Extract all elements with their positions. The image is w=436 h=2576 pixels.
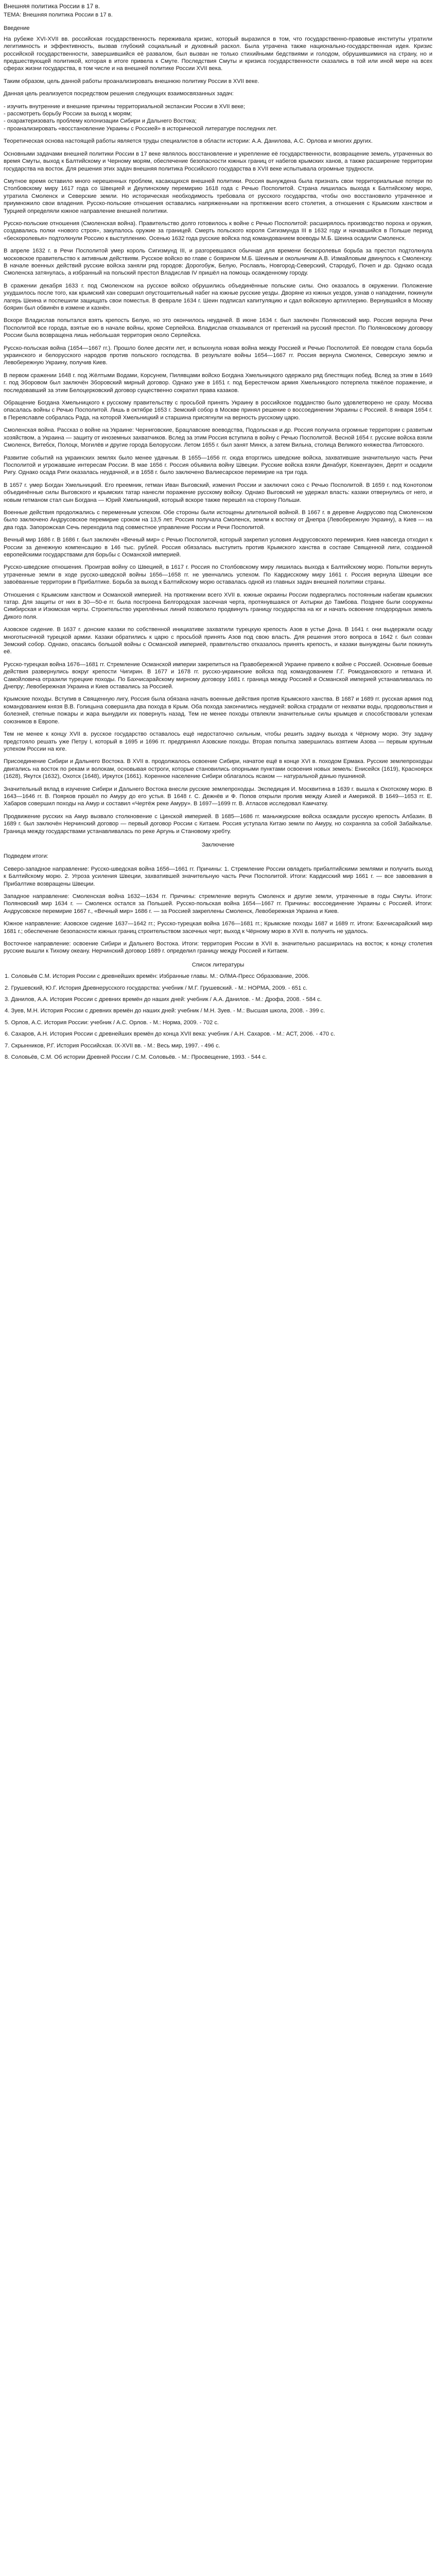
task-item: - изучить внутренние и внешние причины территориальной экспансии России в XVII веке; bbox=[4, 103, 246, 110]
body-paragraph: Военные действия продолжались с переменным успехом. Обе стороны были истощены длительной войной. В 1667 г. в деревне Андрусово под Смоленском было заключено Андрусовское перемирие сроком на 13,5 лет. Россия получала Смоленск, земли к востоку от Днепра (Левобережную Украину), а Киев — на два года. Запорожская Сечь переходила под совместное управление России и Речи Посполитой. bbox=[4, 509, 432, 531]
reference-item: 8. Соловьёв, С.М. Об истории Древней России / С.М. Соловьёв. - М.: Просвещение, 1993. - 544 с. bbox=[5, 1054, 267, 1061]
body-paragraph: Крымские походы. Вступив в Священную лигу, Россия была обязана начать военные действия против Крымского ханства. В 1687 и 1689 гг. русская армия под командованием князя В.В. Голицына совершила два похода в Крым. Оба похода закончились неудачей: войска страдали от нехватки воды, продовольствия и болезней, степные пожары и жара вынудили их повернуть назад. Тем не менее походы отвлекли значительные силы крымцев и способствовали успехам союзников в Европе. bbox=[4, 696, 432, 725]
reference-item: 7. Скрынников, Р.Г. История Российская. IX-XVII вв. - М.: Весь мир, 1997. - 496 с. bbox=[5, 1042, 220, 1049]
reference-item: 2. Грушевский, Ю.Г. История Древнерусского государства: учебник / М.Г. Грушевский. - М.: НОРМА, 2009. - 651 с. bbox=[5, 985, 308, 991]
body-paragraph: Вскоре Владислав попытался взять крепость Белую, но это окончилось неудачей. В июне 1634 г. был заключён Поляновский мир. Россия вернула Речи Посполитой все города, взятые ею в начале войны, кроме Серпейска. Владислав отказывался от претензий на русский престол. По Поляновскому договору России была возвращена лишь небольшая территория около Серпейска. bbox=[4, 317, 432, 339]
body-paragraph: Русско-польская война (1654—1667 гг.). Прошло более десяти лет, и вспыхнула новая война между Россией и Речью Посполитой. Её поводом стала борьба украинского и белорусского народов против польского господства. В результате войны 1654—1667 гг. Россия вернула Смоленск, Северскую землю и Левобережную Украину, получив Киев. bbox=[4, 345, 432, 366]
body-paragraph: Основными задачами внешней политики России в 17 веке являлось восстановление и укрепление её государственности, возвращение земель, утраченных во время Смуты, выход к Балтийскому и Черному морям, обеспечение безопасности южных границ от набегов крымских ханов, а также расширение территории государства на восток. Для решения этих задач внешняя политика Российского государства в XVII веке испытывала огромные трудности. bbox=[4, 150, 432, 172]
references-heading: Список литературы bbox=[191, 961, 245, 968]
body-paragraph: В 1657 г. умер Богдан Хмельницкий. Его преемник, гетман Иван Выговский, изменил России и заключил союз с Речью Посполитой. В 1659 г. под Конотопом объединённые силы Выговского и крымских татар нанесли поражение русскому войску. Однако Выговский не удержал власть: казаки отвернулись от него, и новым гетманом стал сын Богдана — Юрий Хмельницкий, который вскоре также перешёл на сторону Польши. bbox=[4, 482, 432, 503]
conclusion-paragraph: Северо-западное направление: Русско-шведская война 1656—1661 гг. Причины: 1. Стремление России овладеть прибалтийскими землями и получить выход к Балтийскому морю. 2. Угроза усиления Швеции, захватившей значительную часть Речи Посполитой. Итоги: Кардисский мир 1661 г. — все завоевания в Прибалтике возвращены Швеции. bbox=[4, 866, 432, 887]
references-list bbox=[4, 973, 432, 1061]
conclusion-section bbox=[4, 841, 432, 955]
introduction-heading: Введение bbox=[4, 25, 30, 32]
reference-item: 3. Данилов, А.А. История России с древних времён до наших дней: учебник / А.А. Данилов. - М.: Дрофа, 2008. - 584 с. bbox=[5, 996, 322, 1003]
body-paragraph: Обращение Богдана Хмельницкого к русскому правительству с просьбой принять Украину в российское подданство было удовлетворено не сразу. Москва опасалась войны с Речью Посполитой. Лишь в октябре 1653 г. Земский собор в Москве принял решение о воссоединении Украины с Россией. 8 января 1654 г. в Переяславле собралась Рада, на которой Хмельницкий и старшина присягнули на верность русскому царю. bbox=[4, 400, 432, 421]
task-item: - рассмотреть борьбу России за выход к морям; bbox=[4, 111, 132, 117]
body-paragraph: В сражении декабря 1633 г. под Смоленском на русское войско обрушились объединённые польские силы. Оно оказалось в окружении. Положение ухудшилось после того, как крымский хан совершил опустошительный набег на южные русские уезды. Дворяне из южных уездов, узнав о нападении, покинули лагерь Шеина и поспешили защищать свои поместья. В феврале 1634 г. Шеин подписал капитуляцию и сдал войсковую артиллерию. Вернувшийся в Москву боярин был обвинён в измене и казнён. bbox=[4, 282, 432, 311]
reference-item: 6. Сахаров, А.Н. История России с древнейших времён до конца XVII века: учебник / А.Н. Сахаров. - М.: АСТ, 2006. - 470 с. bbox=[5, 1031, 335, 1038]
body-paragraph: Русско-польские отношения (Смоленская война). Правительство долго готовилось к войне с Речью Посполитой: расширялось производство пороха и оружия, создавались полки «нового строя», закупалось оружие за границей. Смерть польского короля Сигизмунда III в 1632 году и начавшийся в Польше период «бескоролевья» подтолкнули Россию к выступлению. Осенью 1632 года русские войска под командованием воеводы М.Б. Шеина осадили Смоленск. bbox=[4, 220, 432, 242]
document-title: Внешняя политика России в 17 в. bbox=[4, 3, 100, 10]
body-paragraph: В первом сражении 1648 г. под Жёлтыми Водами, Корсунем, Пилявцами войско Богдана Хмельницкого одержало ряд блестящих побед. Вслед за этим в 1649 г. под Зборовом был заключён Зборовский мирный договор. Однако уже в 1651 г. под Берестечком армия Хмельницкого потерпела тяжёлое поражение, и последовавший за этим Белоцерковский договор существенно сократил права казаков. bbox=[4, 372, 432, 394]
body-paragraph: Присоединение Сибири и Дальнего Востока. В XVII в. продолжалось освоение Сибири, начатое ещё в конце XVI в. походом Ермака. Русские землепроходцы двигались на восток по рекам и волокам, основывая остроги, которые становились опорными пунктами освоения новых земель: Енисейск (1619), Красноярск (1628), Якутск (1632), Охотск (1648), Иркутск (1661). Коренное население Сибири облагалось ясаком — натуральной данью пушниной. bbox=[4, 758, 432, 780]
reference-item: 1. Соловьёв С.М. История России с древнейших времён: Избранные главы. М.: ОЛМА-Пресс Образование, 2006. bbox=[5, 973, 310, 980]
body-paragraph: Развитие событий на украинских землях было менее удачным. В 1655—1656 гг. сюда вторглись шведские войска, захватившие значительную часть Речи Посполитой и угрожавшие интересам России. В мае 1656 г. Россия объявила войну Швеции. Русские войска взяли Динабург, Кокенгаузен, Дерпт и осадили Ригу. Однако осада Риги оказалась неудачной, и в 1658 г. было заключено Валиесарское перемирие на три года. bbox=[4, 454, 432, 476]
body-paragraph: В апреле 1632 г. в Речи Посполитой умер король Сигизмунд III, и разгоревшаяся обычная для времени бескоролевья борьба за престол подтолкнула московское правительство к активным действиям. Русское войско во главе с боярином М.Б. Шеиным и окольничим А.В. Измайловым двинулось к Смоленску. В начале военных действий русские войска заняли ряд городов: Дорогобуж, Белую, Рославль, Новгород-Северский, Стародуб, Почеп и др. Однако осада Смоленска затянулась, а избранный на польский престол Владислав IV пришёл на помощь осажденному городу. bbox=[4, 248, 432, 277]
body-paragraph: Продвижение русских на Амур вызвало столкновение с Цинской империей. В 1685—1686 гг. маньчжурские войска осаждали русскую крепость Албазин. В 1689 г. был заключён Нерчинский договор — первый договор России с Китаем. Россия уступала Китаю земли по Амуру, но сохраняла за собой Забайкалье. Граница между государствами устанавливалась по реке Аргунь и Становому хребту. bbox=[4, 813, 432, 835]
introduction-paragraph: Данная цель реализуется посредством решения следующих взаимосвязанных задач: bbox=[4, 91, 234, 97]
body-paragraph: Смоленская война. Рассказ о войне на Украине: Черниговские, Брацлавские воеводства, Подольская и др. Россия получила огромные территории с развитым хозяйством, а Украина — защиту от иноземных захватчиков. Вслед за этим Россия вступила в войну с Речью Посполитой. Весной 1654 г. русские войска взяли Смоленск, Витебск, Полоцк, Могилёв и другие города Белоруссии. Летом 1655 г. был занят Минск, а затем Вильна, столица Великого княжества Литовского. bbox=[4, 427, 432, 449]
introduction-section bbox=[4, 25, 432, 145]
tasks-list bbox=[4, 103, 432, 133]
document-topic: ТЕМА: Внешняя политика России в 17 в. bbox=[4, 12, 113, 18]
main-body-section bbox=[4, 150, 432, 835]
introduction-paragraph: Таким образом, цель данной работы проанализировать внешнюю политику России в XVII веке. bbox=[4, 78, 259, 84]
conclusion-paragraph: Южное направление: Азовское сидение 1637—1642 гг.; Русско-турецкая война 1676—1681 гг.; Крымские походы 1687 и 1689 гг. Итоги: Бахчисарайский мир 1681 г.; обеспечение безопасности южных границ строительством засечных черт; выход к Чёрному морю в XVII в. получить не удалось. bbox=[4, 921, 432, 935]
body-paragraph: Значительный вклад в изучение Сибири и Дальнего Востока внесли русские землепроходцы. Экспедиция И. Москвитина в 1639 г. вышла к Охотскому морю. В 1643—1646 гг. В. Поярков прошёл по Амуру до его устья. В 1648 г. С. Дежнёв и Ф. Попов открыли пролив между Азией и Америкой. В 1649—1653 гг. Е. Хабаров совершил походы на Амур и составил «Чертёж реке Амуру». В 1697—1699 гг. В. Атласов исследовал Камчатку. bbox=[4, 786, 432, 807]
body-paragraph: Русско-шведские отношения. Проиграв войну со Швецией, в 1617 г. Россия по Столбовскому миру лишилась выхода к Балтийскому морю. Попытки вернуть утраченные земли в ходе русско-шведской войны 1656—1658 гг. не увенчались успехом. По Кардисскому миру 1661 г. Россия вернула Швеции все завоёванные территории в Прибалтике. Борьба за выход к Балтийскому морю оставалась одной из главных задач внешней политики страны. bbox=[4, 564, 432, 586]
introduction-paragraph: На рубеже XVI-XVII вв. российская государственность переживала кризис, который выразился в том, что государственно-правовые институты утратили легитимность и эффективность, вызвав глубокий социальный и духовный раскол. Была утрачена также национально-государственная идея. Кризис российской государственности, завершившийся её развалом, был вызван не только стихийными бедствиями и голодом, обрушившимися на страну, но и предшествующей политикой, которая в итоге привела к Смуте. Последствия Смуты и кризиса государственности сказались в той или иной мере на всех сферах жизни государства, в том числе и на внешней политике России XVII века. bbox=[4, 36, 432, 72]
conclusion-heading: Заключение bbox=[201, 841, 235, 848]
task-item: - проанализировать «восстановление Украины с Россией» в исторической литературе последних лет. bbox=[4, 125, 277, 132]
body-paragraph: Смутное время оставило много нерешенных проблем, касающихся внешней политики. Россия вынуждена была признать свои территориальные потери по Столбовскому миру 1617 года со Швецией и Деулинскому перемирию 1618 года с Речью Посполитой. Страна лишилась выхода к Балтийскому морю, утратила Смоленск и Северские земли. Но историческая необходимость требовала от русского государства, чтобы оно восстановило утраченное и приумножило свои владения. Русско-польские отношения оставались напряженными на протяжении всего столетия, а отношения с Крымским ханством и Турцией определяли южное направление внешней политики. bbox=[4, 178, 432, 214]
body-paragraph: Тем не менее к концу XVII в. русское государство оставалось ещё недостаточно сильным, чтобы решить задачу выхода к Чёрному морю. Эту задачу предстояло решать уже Петру I, который в 1695 и 1696 гг. предпринял Азовские походы. Вторая попытка завершилась взятием Азова — первым крупным успехом России на юге. bbox=[4, 731, 432, 752]
body-paragraph: Отношения с Крымским ханством и Османской империей. На протяжении всего XVII в. южные окраины России подвергались постоянным набегам крымских татар. Для защиты от них в 30—50-е гг. была построена Белгородская засечная черта, протянувшаяся от Ахтырки до Тамбова. Позднее были сооружены Симбирская и Изюмская черты. Строительство укреплённых линий позволило продвинуть границу государства на юг и начать освоение плодородных земель Дикого поля. bbox=[4, 591, 432, 620]
reference-item: 4. Зуев, М.Н. История России с древних времён до наших дней: учебник / М.Н. Зуев. - М.: Высшая школа, 2008. - 399 с. bbox=[5, 1008, 325, 1014]
conclusion-lead: Подведем итоги: bbox=[4, 853, 48, 860]
introduction-paragraph: Теоретическая основа настоящей работы является труды специалистов в области истории: А.А. Данилова, А.С. Орлова и многих других. bbox=[4, 138, 373, 145]
body-paragraph: Азовское сидение. В 1637 г. донские казаки по собственной инициативе захватили турецкую крепость Азов в устье Дона. В 1641 г. они выдержали осаду многотысячной турецкой армии. Казаки обратились к царю с просьбой принять Азов под свою власть. Для решения этого вопроса в 1642 г. был созван Земский собор. Однако, опасаясь большой войны с Османской империей, правительство отказалось принять крепость, и казаки вынуждены были покинуть её. bbox=[4, 626, 432, 655]
references-section bbox=[4, 961, 432, 1061]
conclusion-paragraph: Восточное направление: освоение Сибири и Дальнего Востока. Итоги: территория России в XVII в. значительно расширилась на восток; к концу столетия русские вышли к Тихому океану. Нерчинский договор 1689 г. определил границу между Россией и Китаем. bbox=[4, 941, 432, 955]
document-page bbox=[0, 0, 436, 1061]
body-paragraph: Русско-турецкая война 1676—1681 гг. Стремление Османской империи закрепиться на Правобережной Украине привело к войне с Россией. Основные боевые действия развернулись вокруг крепости Чигирин. В 1677 и 1678 гг. русско-украинские войска под командованием Г.Г. Ромодановского и гетмана И. Самойловича отразили турецкие походы. По Бахчисарайскому мирному договору 1681 г. граница между Россией и Османской империей устанавливалась по Днепру; Левобережная Украина и Киев оставались за Россией. bbox=[4, 661, 432, 690]
conclusion-paragraph: Западное направление: Смоленская война 1632—1634 гг. Причины: стремление вернуть Смоленск и другие земли, утраченные в годы Смуты. Итоги: Поляновский мир 1634 г. — Смоленск остался за Польшей. Русско-польская война 1654—1667 гг. Причины: воссоединение Украины с Россией. Итоги: Андрусовское перемирие 1667 г., «Вечный мир» 1686 г. — за Россией закреплены Смоленск, Левобережная Украина и Киев. bbox=[4, 893, 432, 914]
body-paragraph: Вечный мир 1686 г. В 1686 г. был заключён «Вечный мир» с Речью Посполитой, который закрепил условия Андрусовского перемирия. Киев навсегда отходил к России за денежную компенсацию в 146 тыс. рублей. Россия обязалась выступить против Крымского ханства в составе Священной лиги, созданной европейскими государствами для борьбы с Османской империей. bbox=[4, 537, 432, 558]
reference-item: 5. Орлов, А.С. История России: учебник / А.С. Орлов. - М.: Норма, 2009. - 702 с. bbox=[5, 1019, 219, 1026]
task-item: - охарактеризовать проблему колонизации Сибири и Дальнего Востока; bbox=[4, 118, 197, 125]
